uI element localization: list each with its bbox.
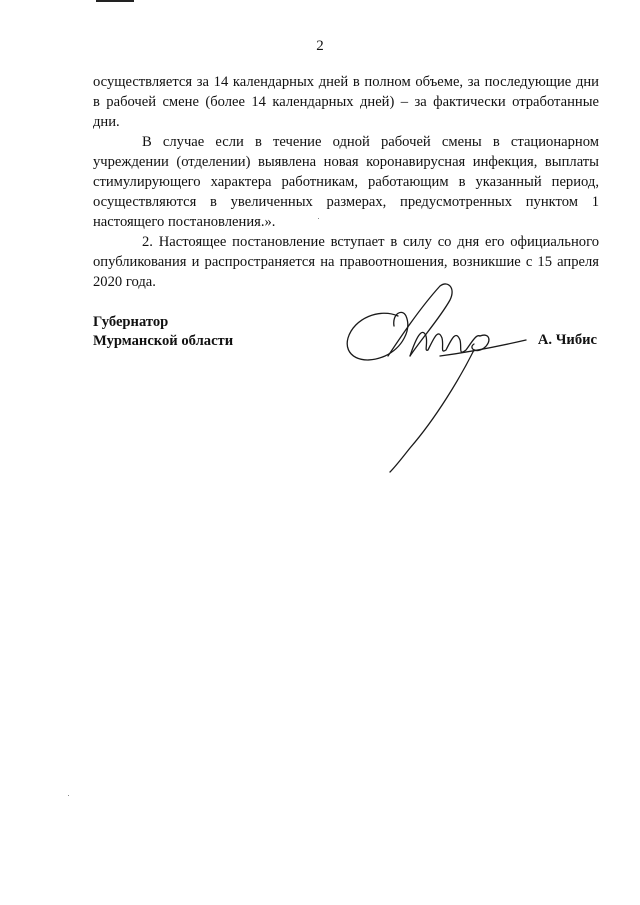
paragraph-continuation: осуществляется за 14 календарных дней в полном объеме, за последующие дни в рабочей смене (более 14 календарных дней) – за фактически отработанные дни. xyxy=(93,74,599,130)
signer-name: А. Чибис xyxy=(537,332,597,348)
top-edge-mark xyxy=(96,0,134,2)
handwritten-signature xyxy=(340,278,540,478)
signer-title xyxy=(93,313,233,351)
page-number: 2 xyxy=(316,38,324,54)
signer-title-line1: Губернатор xyxy=(93,314,169,330)
signer-title-line2: Мурманской области xyxy=(93,333,234,349)
document-body xyxy=(93,72,599,292)
paragraph-covid-case: В случае если в течение одной рабочей смены в стационарном учреждении (отделении) выявлена новая коронавирусная инфекция, выплаты стимулирующего характера работникам, работающим в указанный период, осуществляются в увеличенных размерах, предусмотренных пунктом 1 настоящего постановления.». xyxy=(93,134,599,230)
paragraph-effective-date: 2. Настоящее постановление вступает в силу со дня его официального опубликования и распространяется на правоотношения, возникшие с 15 апреля 2020 года. xyxy=(93,234,599,290)
scan-speck xyxy=(318,218,319,219)
scan-speck xyxy=(68,795,69,796)
